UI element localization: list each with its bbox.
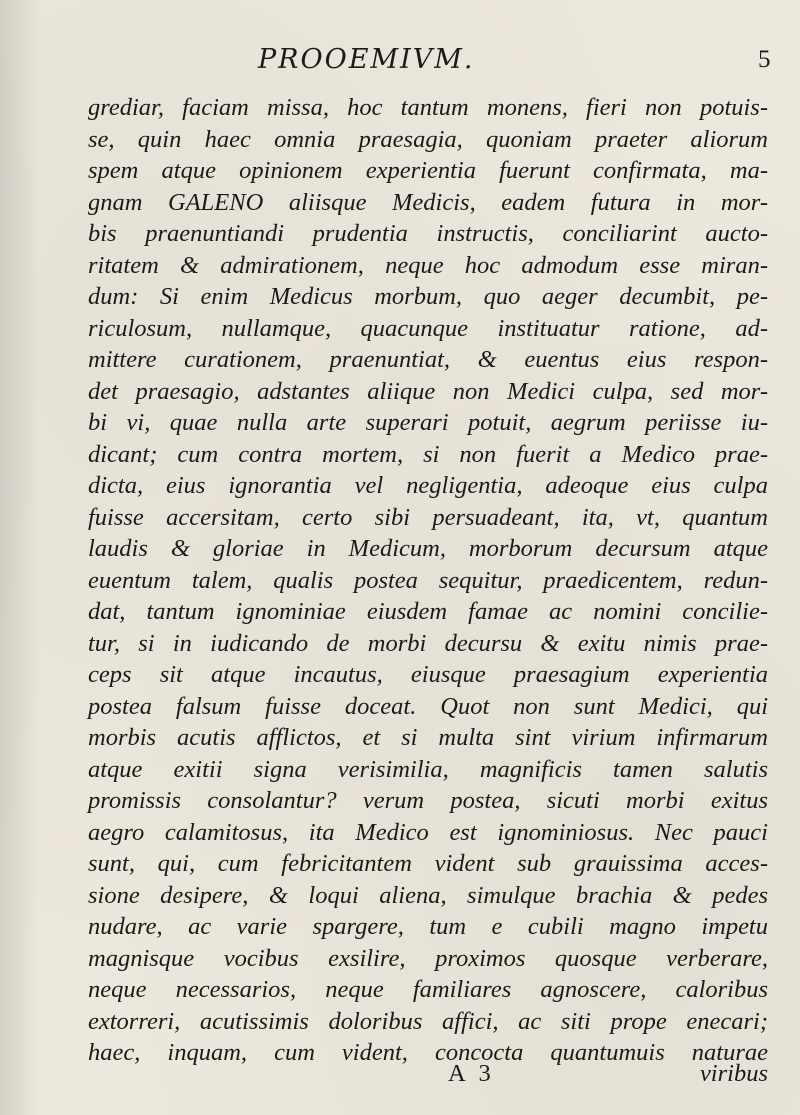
text-line-2: se, quin haec omnia praesagia, quoniam praeter aliorum bbox=[88, 125, 768, 153]
text-line-18: tur, si in iudicando de morbi decursu & exitu nimis prae- bbox=[88, 629, 768, 657]
text-line-13: dicta, eius ignorantia vel negligentia, adeoque eius culpa bbox=[88, 472, 768, 499]
gutter-shadow bbox=[0, 0, 40, 1115]
text-line-17: dat, tantum ignominiae eiusdem famae ac nomini concilie- bbox=[88, 598, 768, 625]
catchword: viribus bbox=[699, 1060, 768, 1087]
footer-line bbox=[88, 1060, 768, 1092]
text-line-15: laudis & gloriae in Medicum, morborum decursum atque bbox=[88, 535, 768, 562]
text-line-23: promissis consolantur? verum postea, sicuti morbi exitus bbox=[88, 787, 768, 814]
text-line-10: det praesagio, adstantes aliique non Medici culpa, sed mor- bbox=[88, 377, 768, 405]
text-line-28: magnisque vocibus exsilire, proximos quosque verberare, bbox=[88, 944, 768, 972]
text-line-6: ritatem & admirationem, neque hoc admodum esse miran- bbox=[88, 251, 768, 279]
page-number: 5 bbox=[758, 46, 771, 73]
text-line-7: dum: Si enim Medicus morbum, quo aeger decumbit, pe- bbox=[88, 283, 768, 310]
text-line-14: fuisse accersitam, certo sibi persuadeant, ita, vt, quantum bbox=[88, 503, 768, 531]
body-text bbox=[88, 92, 768, 1069]
running-title: PROOEMIVM. bbox=[258, 44, 475, 75]
text-line-21: morbis acutis afflictos, et si multa sint virium infirmarum bbox=[88, 724, 768, 751]
text-line-11: bi vi, quae nulla arte superari potuit, aegrum periisse iu- bbox=[88, 409, 768, 436]
text-line-12: dicant; cum contra mortem, si non fuerit a Medico prae- bbox=[88, 440, 768, 468]
text-line-5: bis praenuntiandi prudentia instructis, conciliarint aucto- bbox=[88, 220, 768, 247]
text-line-8: riculosum, nullamque, quacunque instituatur ratione, ad- bbox=[88, 314, 768, 342]
text-line-30: extorreri, acutissimis doloribus affici, ac siti prope enecari; bbox=[88, 1007, 768, 1035]
text-line-27: nudare, ac varie spargere, tum e cubili magno impetu bbox=[88, 913, 768, 940]
text-line-9: mittere curationem, praenuntiat, & euentus eius respon- bbox=[88, 346, 768, 373]
text-line-1: grediar, faciam missa, hoc tantum monens, fieri non potuis- bbox=[88, 94, 768, 121]
text-line-3: spem atque opinionem experientia fuerunt confirmata, ma- bbox=[88, 157, 768, 184]
text-line-22: atque exitii signa verisimilia, magnificis tamen salutis bbox=[88, 755, 768, 783]
text-line-29: neque necessarios, neque familiares agnoscere, caloribus bbox=[88, 976, 768, 1003]
text-line-4: gnam GALENO aliisque Medicis, eadem futura in mor- bbox=[88, 188, 768, 216]
text-line-19: ceps sit atque incautus, eiusque praesagium experientia bbox=[88, 661, 768, 688]
running-head bbox=[0, 44, 800, 84]
text-line-25: sunt, qui, cum febricitantem vident sub grauissima acces- bbox=[88, 850, 768, 877]
text-line-26: sione desipere, & loqui aliena, simulque brachia & pedes bbox=[88, 881, 768, 909]
text-line-16: euentum talem, qualis postea sequitur, praedicentem, redun- bbox=[88, 566, 768, 594]
text-line-20: postea falsum fuisse doceat. Quot non sunt Medici, qui bbox=[88, 692, 768, 720]
text-line-31: haec, inquam, cum vident, concocta quantumuis naturae bbox=[88, 1039, 768, 1066]
signature-mark: A 3 bbox=[448, 1060, 495, 1087]
text-line-24: aegro calamitosus, ita Medico est ignominiosus. Nec pauci bbox=[88, 818, 768, 846]
